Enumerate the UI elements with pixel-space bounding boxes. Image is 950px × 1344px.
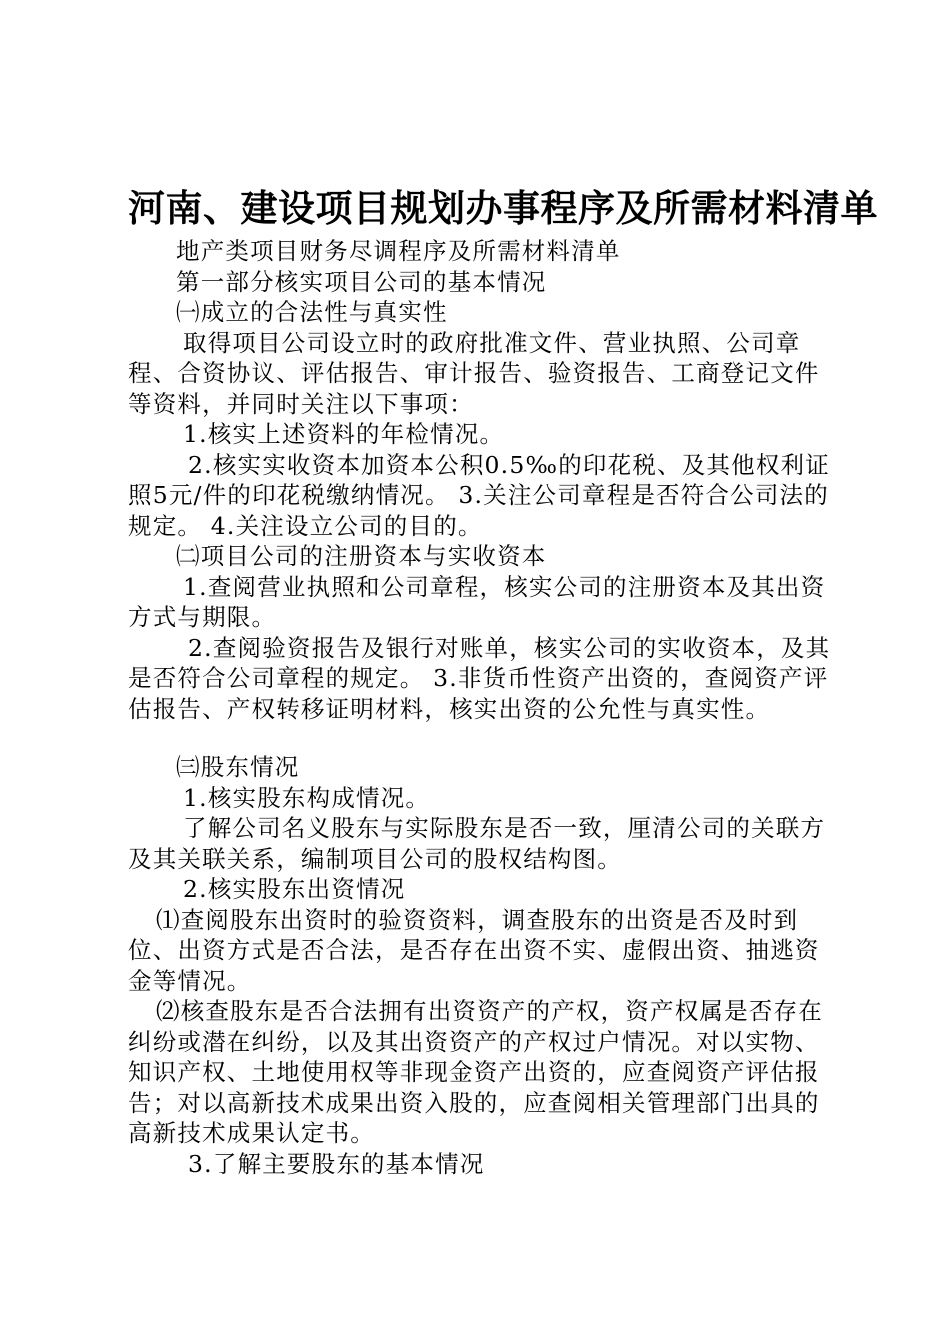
paragraph-spacer — [128, 724, 840, 752]
paragraph-part-heading: 第一部分核实项目公司的基本情况 — [176, 267, 547, 296]
document-body — [128, 236, 840, 1179]
paragraph-section-2-heading: ㈡项目公司的注册资本与实收资本 — [176, 542, 547, 570]
paragraph-item: 3.了解主要股东的基本情况 — [188, 1149, 485, 1178]
paragraph-item: 2.核实实收资本加资本公积0.5‰的印花税、及其他权利证照5元/件的印花税缴纳情况。 3.关注公司章程是否符合公司法的规定。 4.关注设立公司的目的。 — [128, 450, 830, 540]
paragraph-item: 2.核实股东出资情况 — [183, 875, 406, 903]
paragraph-item: 2.查阅验资报告及银行对账单，核实公司的实收资本，及其是否符合公司章程的规定。 3.非货币性资产出资的，查阅资产评估报告、产权转移证明材料，核实出资的公允性与真实性。 — [128, 633, 831, 723]
paragraph-item: 1.查阅营业执照和公司章程，核实公司的注册资本及其出资方式与期限。 — [128, 572, 826, 631]
paragraph-item: 了解公司名义股东与实际股东是否一致，厘清公司的关联方及其关联关系，编制项目公司的股权结构图。 — [128, 814, 826, 873]
paragraph-section-1-heading: ㈠成立的合法性与真实性 — [176, 298, 448, 326]
paragraph-section-1-intro: 取得项目公司设立时的政府批准文件、营业执照、公司章程、合资协议、评估报告、审计报告、验资报告、工商登记文件等资料，并同时关注以下事项： — [128, 328, 820, 418]
paragraph-section-3-heading: ㈢股东情况 — [176, 753, 300, 781]
paragraph-subtitle: 地产类项目财务尽调程序及所需材料清单 — [176, 237, 621, 265]
paragraph-item: 1.核实上述资料的年检情况。 — [183, 420, 505, 448]
document-title: 河南、建设项目规划办事程序及所需材料清单 — [128, 186, 878, 230]
paragraph-item: 1.核实股东构成情况。 — [183, 783, 431, 812]
paragraph-subitem: ⑵核查股东是否合法拥有出资资产的产权，资产权属是否存在纠纷或潜在纠纷，以及其出资资产的产权过户情况。对以实物、知识产权、土地使用权等非现金资产出资的，应查阅资产评估报告；对以高新技术成果出资入股的，应查阅相关管理部门出具的高新技术成果认定书。 — [128, 997, 823, 1147]
paragraph-subitem: ⑴查阅股东出资时的验资资料，调查股东的出资是否及时到位、出资方式是否合法，是否存在出资不实、虚假出资、抽逃资金等情况。 — [128, 905, 820, 995]
